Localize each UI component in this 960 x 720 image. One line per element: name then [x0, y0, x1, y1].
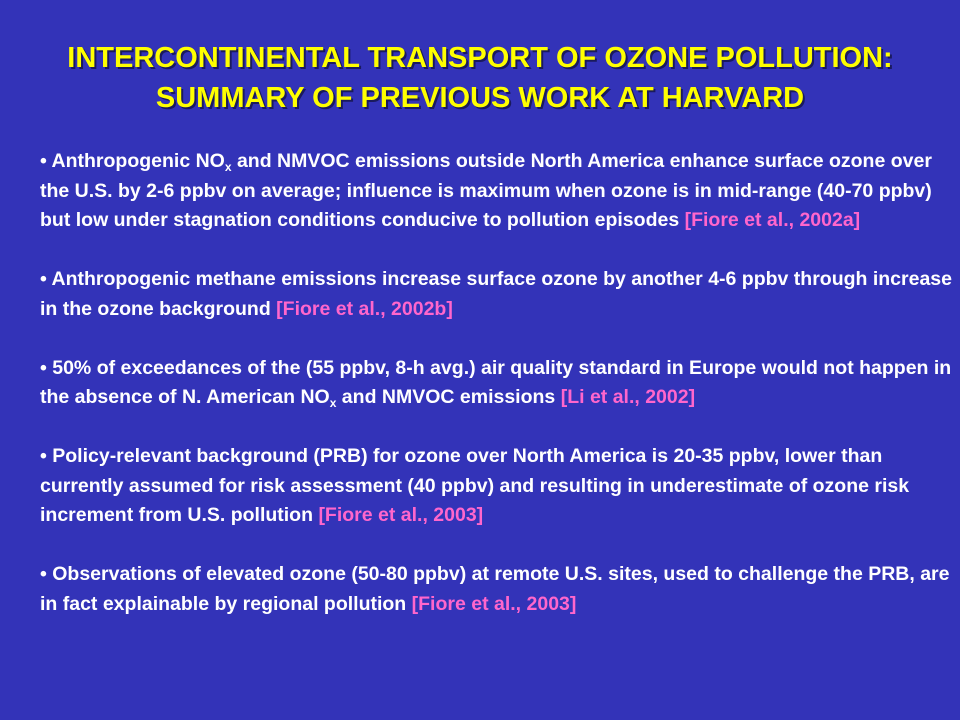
citation: [Fiore et al., 2003] — [411, 592, 577, 615]
citation: [Fiore et al., 2003] — [318, 504, 484, 526]
bullet-item-3 — [40, 354, 952, 413]
citation: [Fiore et al., 2002b] — [276, 297, 453, 320]
bullet-item-5 — [40, 560, 952, 619]
bullet-text: Anthropogenic methane emissions increase surface ozone by another 4-6 ppbv through increase in the ozone background — [40, 268, 952, 320]
bullet-item-1 — [40, 147, 952, 236]
title-line-2: SUMMARY OF PREVIOUS WORK AT HARVARD — [155, 82, 805, 114]
bullet-text-cont: and NMVOC emissions — [336, 386, 561, 408]
subscript-x: x — [329, 396, 337, 410]
bullet-item-2 — [40, 265, 952, 324]
bullet-item-4 — [40, 442, 952, 531]
bullet-text: 50% of exceedances of the (55 ppbv, 8-h avg.) air quality standard in Europe would not happen in the absence of N. American NO — [40, 356, 952, 408]
slide-title — [0, 38, 960, 118]
bullet-dot: • — [40, 150, 47, 172]
bullet-list — [40, 147, 952, 619]
bullet-text: Anthropogenic NO — [46, 150, 225, 172]
bullet-text: Observations of elevated ozone (50-80 ppbv) at remote U.S. sites, used to challenge the PRB, are in fact explainable by regional pollution — [40, 563, 950, 615]
citation: [Fiore et al., 2002a] — [684, 209, 861, 231]
bullet-dot: • — [40, 563, 47, 585]
bullet-text-cont: and NMVOC emissions outside North America enhance surface ozone over the U.S. by 2-6 ppbv on average; influence is maximum when ozone is in mid-range (40-70 ppbv) but low under stagnation conditions conducive to pollution episodes — [40, 150, 932, 231]
bullet-dot: • — [40, 268, 47, 290]
bullet-dot: • — [40, 356, 47, 379]
title-line-1: INTERCONTINENTAL TRANSPORT OF OZONE POLLUTION: — [67, 42, 893, 74]
bullet-dot: • — [40, 445, 47, 467]
bullet-text: Policy-relevant background (PRB) for ozone over North America is 20-35 ppbv, lower than currently assumed for risk assessment (40 ppbv) and resulting in underestimate of ozone risk increment from U.S. pollution — [40, 445, 910, 526]
subscript-x: x — [224, 160, 232, 174]
citation: [Li et al., 2002] — [560, 386, 696, 408]
